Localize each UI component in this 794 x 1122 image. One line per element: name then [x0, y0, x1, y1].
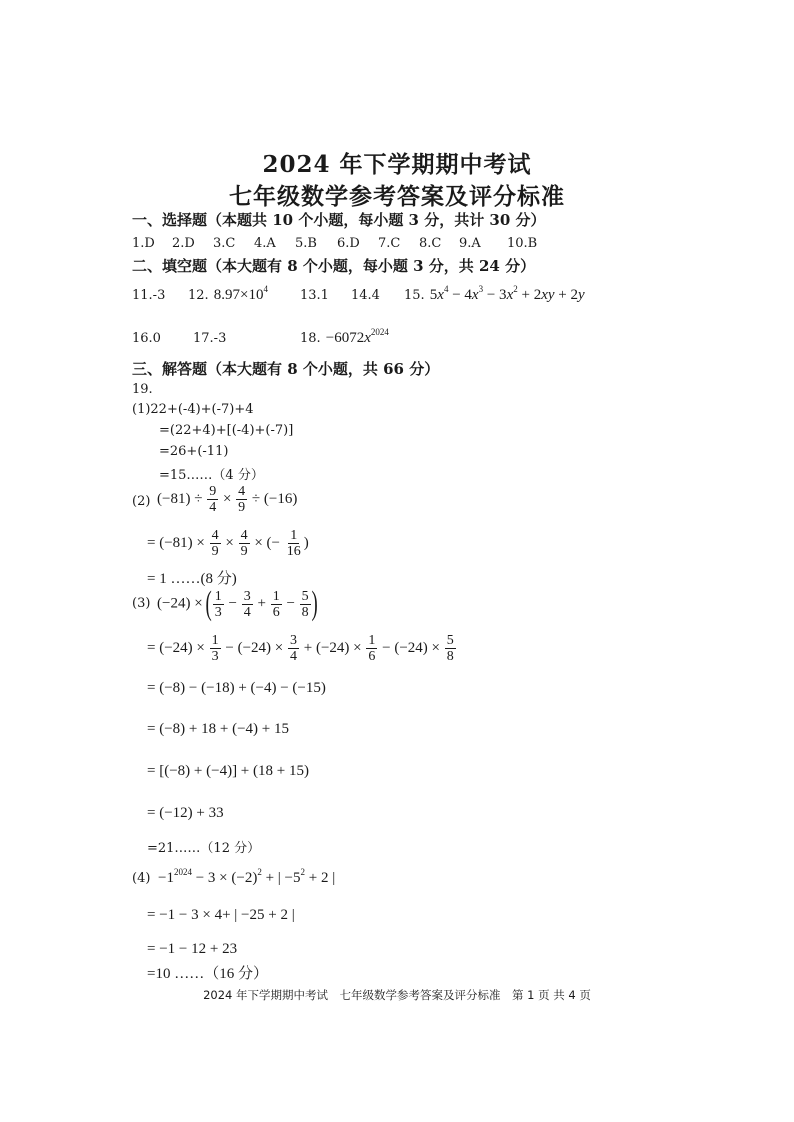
answer-18: 18. $-6072x^{2024}$ — [300, 327, 389, 346]
p2-expression: (−81) ÷ $\frac{9}{4}$ × $\frac{4}{9}$ ÷ (−16) — [157, 484, 298, 515]
section-heading-solve: 三、解答题（本大题有 8 个小题，共 66 分） — [132, 360, 440, 378]
answer-4: 4.A — [254, 236, 276, 251]
p3-step5: = (−12) + 33 — [147, 805, 224, 821]
answer-7: 7.C — [378, 236, 401, 251]
answer-5: 5.B — [295, 236, 317, 251]
answer-17: 17.-3 — [193, 331, 227, 346]
answer-9: 9.A — [459, 236, 481, 251]
p1-line1: (1)22+(-4)+(-7)+4 — [132, 402, 254, 417]
p3-step2: = (−8) − (−18) + (−4) − (−15) — [147, 680, 326, 696]
page-title: 2024 年下学期期中考试 — [262, 151, 532, 178]
p2-step1: = (−81) × $\frac{4}{9}$ × $\frac{4}{9}$ × (− $\frac{1}{16}$ ) — [147, 528, 309, 559]
p3-step1: = (−24) × $\frac{1}{3}$ − (−24) × $\frac{3}{4}$ + (−24) × $\frac{1}{6}$ − (−24) × $\frac{5}{8}$ — [147, 633, 454, 664]
p3-result: =21……（12 分） — [147, 841, 261, 856]
p3-label: (3) — [132, 596, 151, 611]
section-heading-choice: 一、选择题（本题共 10 个小题，每小题 3 分，共计 30 分） — [132, 211, 546, 229]
page-footer: 2024 年下学期期中考试 七年级数学参考答案及评分标准 第 1 页 共 4 页 — [203, 988, 591, 1002]
p4-result: =10 ……（16 分） — [147, 966, 268, 982]
p1-line2: =(22+4)+[(-4)+(-7)] — [159, 423, 294, 438]
answer-16: 16.0 — [132, 331, 161, 346]
p4-step2: = −1 − 12 + 23 — [147, 941, 238, 957]
answer-14: 14.4 — [351, 288, 380, 303]
p1-line3: =26+(-11) — [159, 444, 229, 459]
answer-6: 6.D — [337, 236, 360, 251]
page-subtitle: 七年级数学参考答案及评分标准 — [229, 183, 565, 210]
answer-10: 10.B — [507, 236, 538, 251]
answer-2: 2.D — [172, 236, 195, 251]
p4-step1: = −1 − 3 × 4+ | −25 + 2 | — [147, 907, 295, 923]
answer-13: 13.1 — [300, 288, 329, 303]
answer-1: 1.D — [132, 236, 155, 251]
answer-12: 12. $8.97\times 10^4$ — [188, 284, 268, 303]
answer-8: 8.C — [419, 236, 442, 251]
p2-label: (2) — [132, 494, 151, 509]
p3-step3: = (−8) + 18 + (−4) + 15 — [147, 721, 289, 737]
p3-step4: = [(−8) + (−4)] + (18 + 15) — [147, 763, 309, 779]
p3-expression: (−24) × ( $\frac{1}{3}$ − $\frac{3}{4}$ + $\frac{1}{6}$ − $\frac{5}{8}$ ) — [157, 585, 318, 622]
p4-expression: $-1^{2024} - 3 \times (-2)^2$ + | $-5^2 + 2$ | — [158, 867, 336, 886]
p1-line4: =15……（4 分） — [159, 468, 264, 483]
question-19-label: 19. — [132, 382, 153, 397]
p2-result: = 1 ……(8 分) — [147, 571, 237, 587]
choice-answers — [132, 236, 537, 251]
answer-11: 11.-3 — [132, 288, 166, 303]
p4-label: (4) — [132, 871, 151, 886]
answer-3: 3.C — [213, 236, 236, 251]
answer-15-expression: $5x^4 - 4x^3 - 3x^2 + 2xy + 2y$ — [429, 284, 585, 303]
answer-15: 15. $5x^4 - 4x^3 - 3x^2 + 2xy + 2y$ — [404, 284, 585, 303]
section-heading-fill: 二、填空题（本大题有 8 个小题，每小题 3 分，共 24 分） — [132, 257, 536, 275]
